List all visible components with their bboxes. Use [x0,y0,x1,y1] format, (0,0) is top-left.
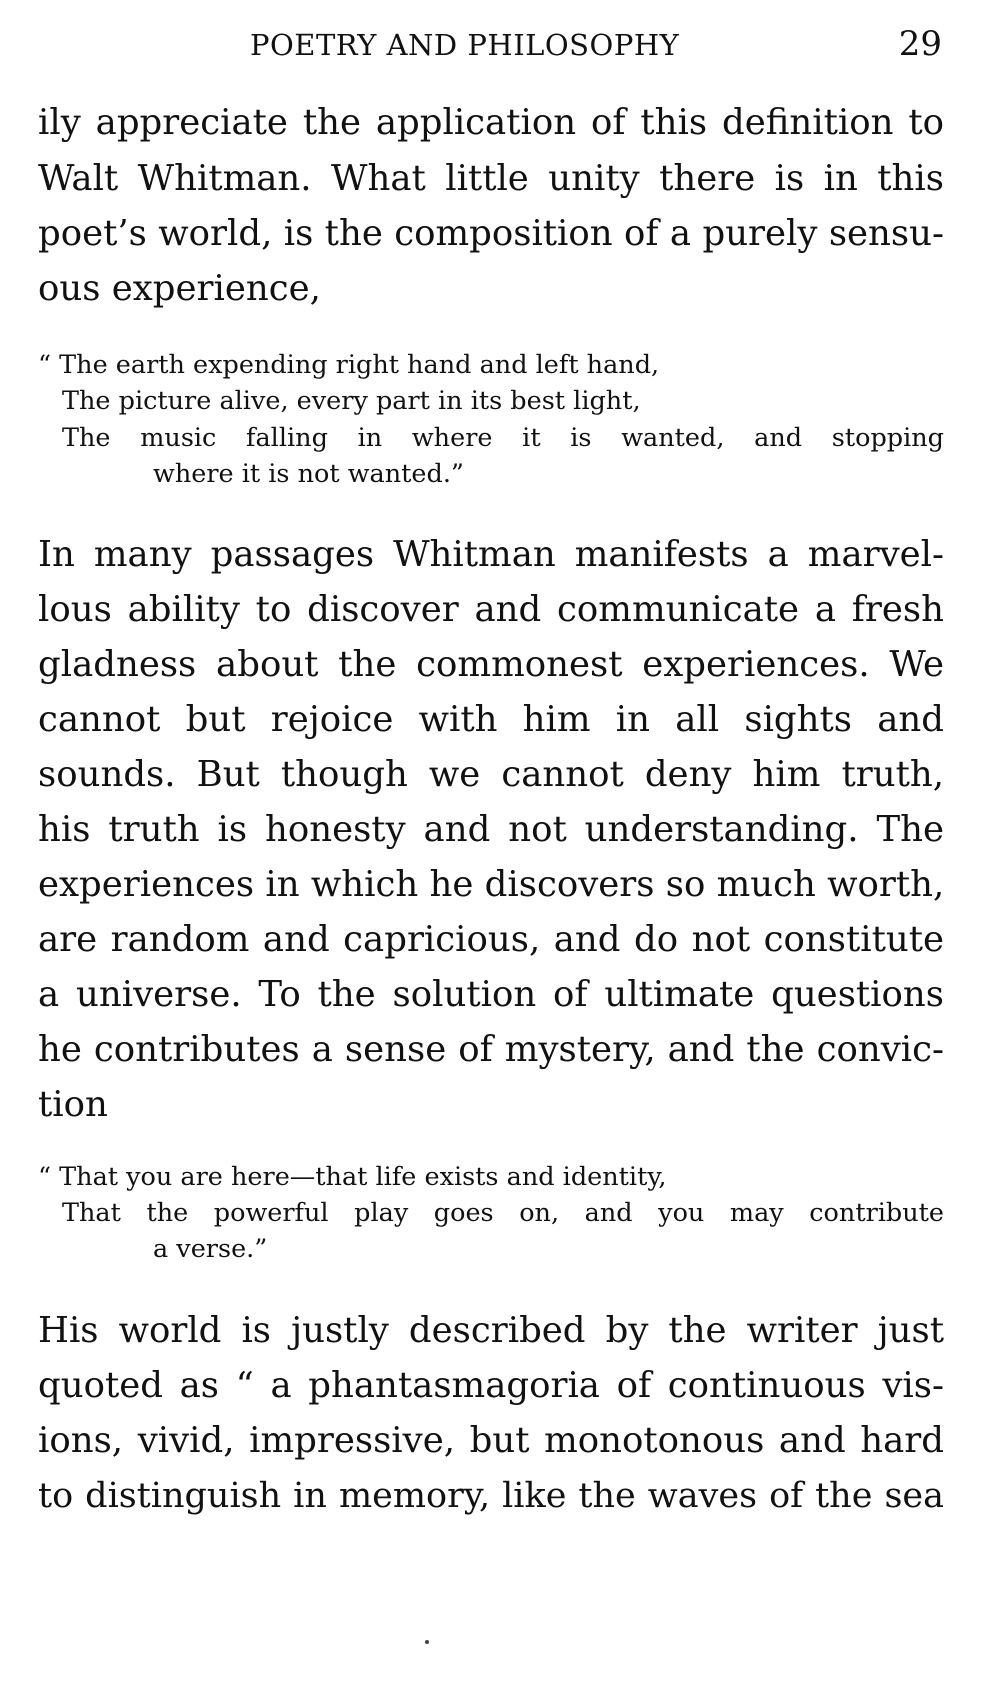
text-line: his truth is honesty and not understanding. The [38,809,944,850]
text-line: quoted as “ a phantasmagoria of continuous vis- [38,1365,944,1406]
text-line: Walt Whitman. What little unity there is in this [38,158,944,199]
text-line: ous experience, [38,268,321,309]
text-line: ily appreciate the application of this definition to [38,102,944,143]
verse-line: “ That you are here—that life exists and identity, [38,1162,667,1192]
verse-line: The picture alive, every part in its best light, [62,386,641,416]
text-line: he contributes a sense of mystery, and the convic- [38,1029,944,1070]
text-line: a universe. To the solution of ultimate questions [38,974,944,1015]
text-line: poet’s world, is the composition of a purely sensu- [38,213,944,254]
text-line: to distinguish in memory, like the waves of the sea [38,1476,944,1516]
text-line: sounds. But though we cannot deny him truth, [38,754,944,795]
verse-line: That the powerful play goes on, and you may contribute [62,1198,944,1228]
text-line: lous ability to discover and communicate a fresh [38,589,944,630]
running-head: POETRY AND PHILOSOPHY [250,28,680,62]
verse-line: where it is not wanted.” [153,459,464,489]
text-line: tion [38,1084,108,1125]
text-line: ions, vivid, impressive, but monotonous and hard [38,1420,944,1461]
page-number: 29 [898,24,942,64]
text-line: gladness about the commonest experiences. We [38,644,944,685]
text-line: In many passages Whitman manifests a marvel- [38,534,944,575]
text-line: are random and capricious, and do not constitute [38,919,944,960]
verse-line: a verse.” [153,1234,268,1264]
print-speck [425,1640,429,1644]
text-line: His world is justly described by the writer just [38,1310,944,1351]
verse-line: “ The earth expending right hand and left hand, [38,350,660,380]
text-line: experiences in which he discovers so much worth, [38,864,945,905]
verse-line: The music falling in where it is wanted, and stopping [62,423,944,453]
text-line: cannot but rejoice with him in all sights and [38,699,944,740]
